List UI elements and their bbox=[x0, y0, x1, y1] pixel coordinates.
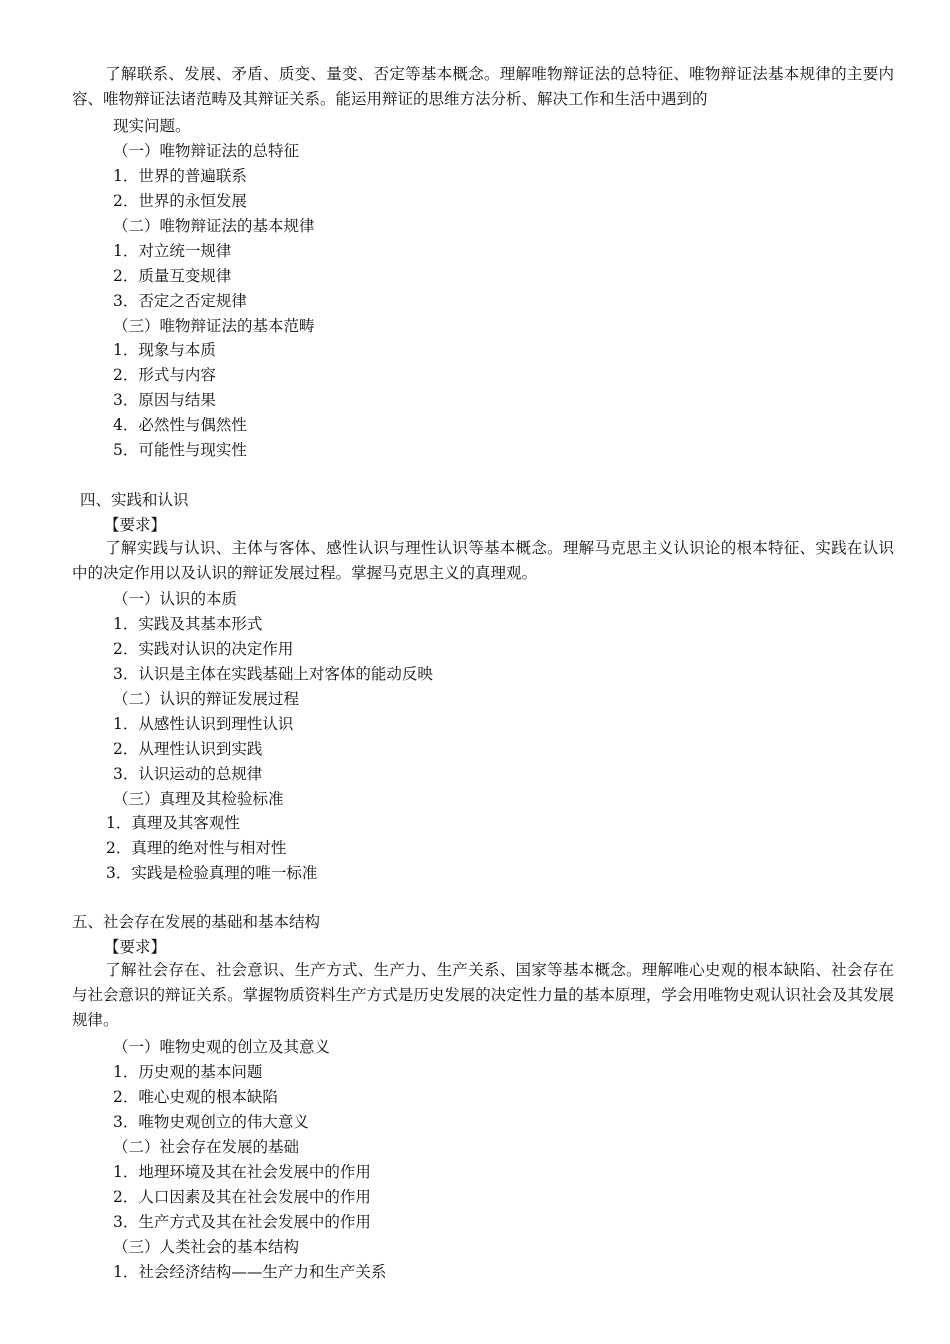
list-item: 1．真理及其客观性 bbox=[106, 814, 240, 832]
list-item: 2．真理的绝对性与相对性 bbox=[106, 839, 287, 857]
list-item: 1．从感性认识到理性认识 bbox=[113, 715, 294, 733]
list-item: 2．从理性认识到实践 bbox=[113, 740, 263, 758]
subsection-heading: （二）认识的辩证发展过程 bbox=[113, 690, 300, 708]
subsection-heading: （二）社会存在发展的基础 bbox=[113, 1138, 300, 1156]
list-item: 2．人口因素及其在社会发展中的作用 bbox=[113, 1188, 371, 1206]
list-item: 2．形式与内容 bbox=[113, 366, 216, 384]
list-item: 3．认识运动的总规律 bbox=[113, 765, 263, 783]
subsection-heading: （三）人类社会的基本结构 bbox=[113, 1238, 300, 1256]
list-item: 2．唯心史观的根本缺陷 bbox=[113, 1088, 278, 1106]
list-item: 1．历史观的基本问题 bbox=[113, 1063, 263, 1081]
list-item: 1．实践及其基本形式 bbox=[113, 615, 263, 633]
section5-title: 五、社会存在发展的基础和基本结构 bbox=[72, 913, 321, 931]
list-item: 5．可能性与现实性 bbox=[113, 441, 247, 459]
list-item: 3．原因与结果 bbox=[113, 391, 216, 409]
section4-title: 四、实践和认识 bbox=[80, 491, 189, 509]
section4-intro-text: 了解实践与认识、主体与客体、感性认识与理性认识等基本概念。理解马克思主义认识论的根本特征、实践在认识中的决定作用以及认识的辩证发展过程。掌握马克思主义的真理观。 bbox=[72, 539, 894, 582]
section3-intro-text: 了解联系、发展、矛盾、质变、量变、否定等基本概念。理解唯物辩证法的总特征、唯物辩证法基本规律的主要内容、唯物辩证法诸范畴及其辩证关系。能运用辩证的思维方法分析、解决工作和生活中遇到的 bbox=[72, 65, 894, 108]
list-item: 2．实践对认识的决定作用 bbox=[113, 640, 294, 658]
subsection-heading: （二）唯物辩证法的基本规律 bbox=[113, 217, 315, 235]
section4-intro-paragraph bbox=[72, 536, 894, 586]
section5-requirements-label: 【要求】 bbox=[104, 938, 167, 956]
section5-intro-text: 了解社会存在、社会意识、生产方式、生产力、生产关系、国家等基本概念。理解唯心史观的根本缺陷、社会存在与社会意识的辩证关系。掌握物质资料生产方式是历史发展的决定性力量的基本原理，学会用唯物史观认识社会及其发展规律。 bbox=[72, 961, 894, 1029]
list-item: 2．质量互变规律 bbox=[113, 267, 232, 285]
list-item: 1．社会经济结构——生产力和生产关系 bbox=[113, 1263, 387, 1281]
list-item: 3．认识是主体在实践基础上对客体的能动反映 bbox=[113, 665, 433, 683]
subsection-heading: （三）唯物辩证法的基本范畴 bbox=[113, 317, 315, 335]
list-item: 1．对立统一规律 bbox=[113, 242, 232, 260]
subsection-heading: （一）唯物史观的创立及其意义 bbox=[113, 1038, 331, 1056]
section5-intro-paragraph bbox=[72, 958, 894, 1032]
list-item: 1．地理环境及其在社会发展中的作用 bbox=[113, 1163, 371, 1181]
section3-intro-paragraph bbox=[72, 62, 894, 112]
list-item: 3．生产方式及其在社会发展中的作用 bbox=[113, 1213, 371, 1231]
list-item: 3．实践是检验真理的唯一标准 bbox=[106, 864, 318, 882]
section4-requirements-label: 【要求】 bbox=[104, 516, 167, 534]
subsection-heading: （三）真理及其检验标准 bbox=[113, 790, 284, 808]
list-item: 1．现象与本质 bbox=[113, 341, 216, 359]
list-item: 3．唯物史观创立的伟大意义 bbox=[113, 1113, 309, 1131]
list-item: 2．世界的永恒发展 bbox=[113, 192, 247, 210]
subsection-heading: （一）唯物辩证法的总特征 bbox=[113, 142, 300, 160]
subsection-heading: （一）认识的本质 bbox=[113, 590, 238, 608]
list-item: 3．否定之否定规律 bbox=[113, 292, 247, 310]
list-item: 1．世界的普遍联系 bbox=[113, 167, 247, 185]
section3-intro-continuation: 现实问题。 bbox=[113, 117, 191, 135]
list-item: 4．必然性与偶然性 bbox=[113, 416, 247, 434]
